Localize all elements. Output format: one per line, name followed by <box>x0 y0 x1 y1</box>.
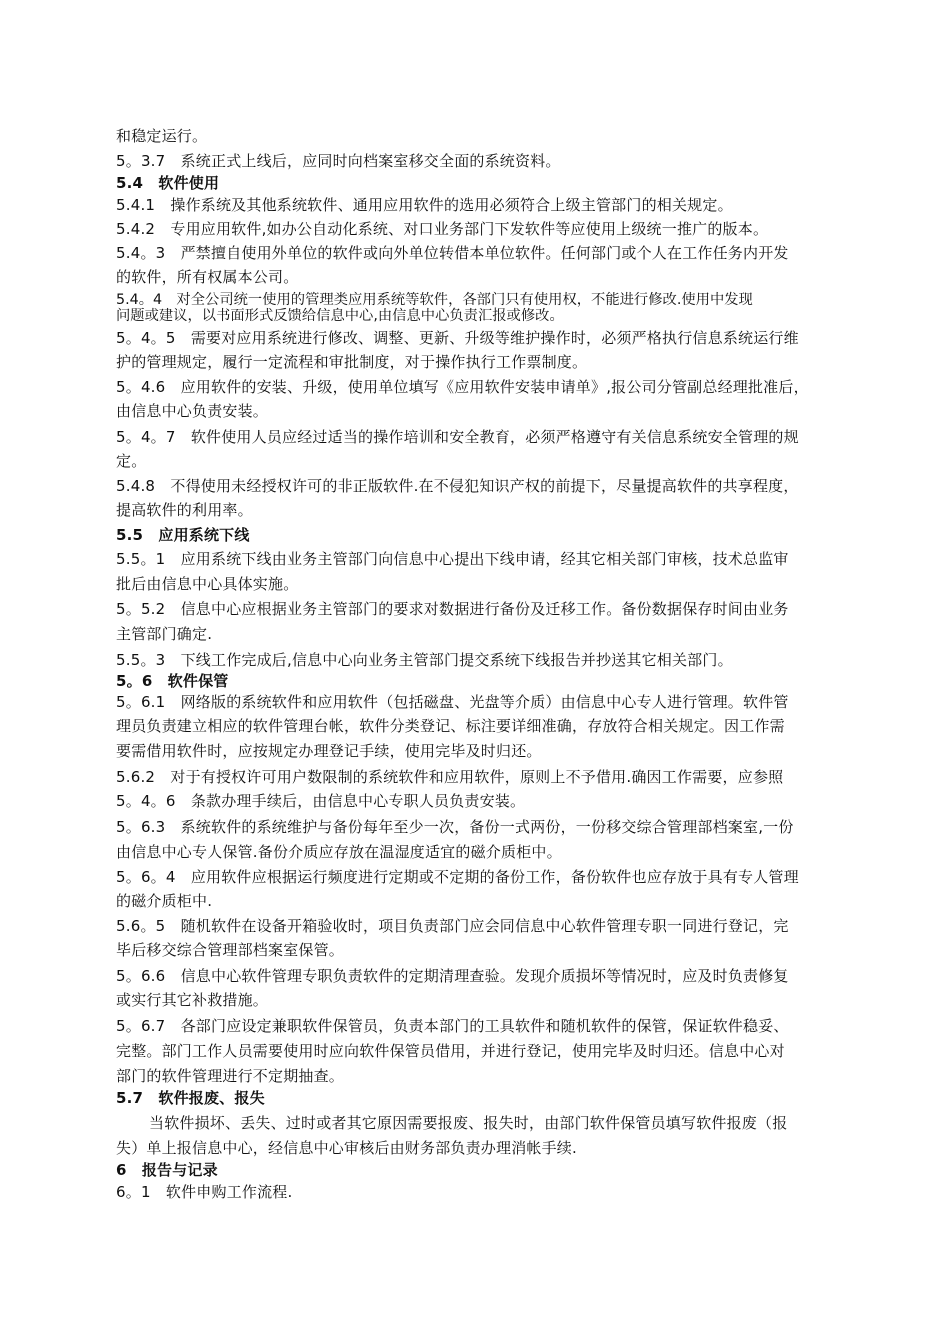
clause-5-4-4: 5.4。4 对全公司统一使用的管理类应用系统等软件，各部门只有使用权，不能进行修改.使用中发现 <box>116 292 753 308</box>
section-heading-5-6: 5。6 软件保管 <box>116 672 229 690</box>
clause-5-6-4: 5。6。4 应用软件应根据运行频度进行定期或不定期的备份工作，备份软件也应存放于具有专人管理 <box>116 868 799 886</box>
body-text-line: 由信息中心负责安装。 <box>116 402 269 420</box>
body-text-line: 要需借用软件时，应按规定办理登记手续，使用完毕及时归还。 <box>116 742 542 760</box>
clause-5-6-3: 5。6.3 系统软件的系统维护与备份每年至少一次，备份一式两份，一份移交综合管理部档案室,一份 <box>116 818 794 836</box>
body-text-line: 定。 <box>116 452 147 470</box>
section-heading-5-7: 5.7 软件报废、报失 <box>116 1089 265 1107</box>
clause-5-5-3: 5.5。3 下线工作完成后,信息中心向业务主管部门提交系统下线报告并抄送其它相关部门。 <box>116 651 733 669</box>
clause-5-4-5: 5。4。5 需要对应用系统进行修改、调整、更新、升级等维护操作时，必须严格执行信息系统运行维 <box>116 329 799 347</box>
body-text-line: 部门的软件管理进行不定期抽查。 <box>116 1067 345 1085</box>
body-text-line: 完整。部门工作人员需要使用时应向软件保管员借用，并进行登记，使用完毕及时归还。信息中心对 <box>116 1042 785 1060</box>
clause-5-5-1: 5.5。1 应用系统下线由业务主管部门向信息中心提出下线申请，经其它相关部门审核，技术总监审 <box>116 550 789 568</box>
body-text-line: 当软件损坏、丢失、过时或者其它原因需要报废、报失时，由部门软件保管员填写软件报废（报 <box>149 1114 788 1132</box>
clause-5-4-3: 5.4。3 严禁擅自使用外单位的软件或向外单位转借本单位软件。任何部门或个人在工作任务内开发 <box>116 244 789 262</box>
body-text-line: 的软件，所有权属本公司。 <box>116 268 299 286</box>
body-text-line: 问题或建议，以书面形式反馈给信息中心,由信息中心负责汇报或修改。 <box>116 308 564 324</box>
body-text-line: 失）单上报信息中心，经信息中心审核后由财务部负责办理消帐手续. <box>116 1139 577 1157</box>
clause-5-4-1: 5.4.1 操作系统及其他系统软件、通用应用软件的选用必须符合上级主管部门的相关规定。 <box>116 196 733 214</box>
clause-5-4-2: 5.4.2 专用应用软件,如办公自动化系统、对口业务部门下发软件等应使用上级统一推广的版本。 <box>116 220 769 238</box>
body-text-line: 和稳定运行。 <box>116 127 208 145</box>
section-heading-5-5: 5.5 应用系统下线 <box>116 526 250 544</box>
clause-5-4-6: 5。4.6 应用软件的安装、升级，使用单位填写《应用软件安装申请单》,报公司分管副总经理批准后， <box>116 378 809 396</box>
clause-5-6-1: 5。6.1 网络版的系统软件和应用软件（包括磁盘、光盘等介质）由信息中心专人进行管理。软件管 <box>116 693 789 711</box>
body-text-line: 的磁介质柜中. <box>116 892 213 910</box>
body-text-line: 提高软件的利用率。 <box>116 501 253 519</box>
body-text-line: 理员负责建立相应的软件管理台帐，软件分类登记、标注要详细准确，存放符合相关规定。因工作需 <box>116 717 785 735</box>
clause-5-5-2: 5。5.2 信息中心应根据业务主管部门的要求对数据进行备份及迁移工作。备份数据保存时间由业务 <box>116 600 789 618</box>
body-text-line: 毕后移交综合管理部档案室保管。 <box>116 941 345 959</box>
clause-5-4-7: 5。4。7 软件使用人员应经过适当的操作培训和安全教育，必须严格遵守有关信息系统安全管理的规 <box>116 428 799 446</box>
clause-5-3-7: 5。3.7 系统正式上线后，应同时向档案室移交全面的系统资料。 <box>116 152 561 170</box>
clause-5-6-6: 5。6.6 信息中心软件管理专职负责软件的定期清理查验。发现介质损坏等情况时，应及时负责修复 <box>116 967 789 985</box>
clause-6-1: 6。1 软件申购工作流程. <box>116 1183 293 1201</box>
body-text-line: 主管部门确定. <box>116 625 213 643</box>
body-text-line: 或实行其它补救措施。 <box>116 991 269 1009</box>
clause-5-6-5: 5.6。5 随机软件在设备开箱验收时，项目负责部门应会同信息中心软件管理专职一同进行登记，完 <box>116 917 789 935</box>
clause-5-6-2: 5.6.2 对于有授权许可用户数限制的系统软件和应用软件，原则上不予借用.确因工作需要，应参照 <box>116 768 784 786</box>
body-text-line: 5。4。6 条款办理手续后，由信息中心专职人员负责安装。 <box>116 792 526 810</box>
clause-5-4-8: 5.4.8 不得使用未经授权许可的非正版软件.在不侵犯知识产权的前提下，尽量提高软件的共享程度， <box>116 477 799 495</box>
clause-5-6-7: 5。6.7 各部门应设定兼职软件保管员，负责本部门的工具软件和随机软件的保管，保证软件稳妥、 <box>116 1017 789 1035</box>
section-heading-6: 6 报告与记录 <box>116 1161 218 1179</box>
body-text-line: 批后由信息中心具体实施。 <box>116 575 299 593</box>
section-heading-5-4: 5.4 软件使用 <box>116 174 220 192</box>
body-text-line: 由信息中心专人保管.备份介质应存放在温湿度适宜的磁介质柜中。 <box>116 843 562 861</box>
body-text-line: 护的管理规定，履行一定流程和审批制度，对于操作执行工作票制度。 <box>116 353 588 371</box>
